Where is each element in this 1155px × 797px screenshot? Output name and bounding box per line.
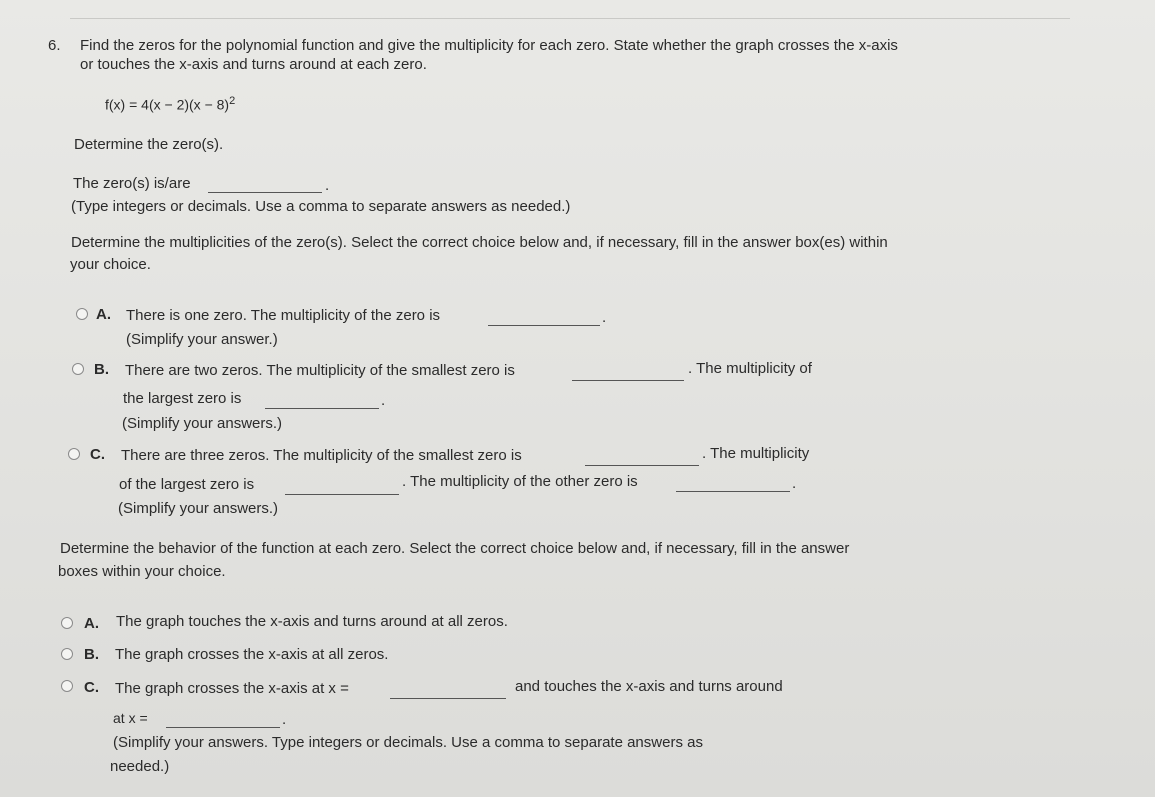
multiplicity-instructions-line2: your choice. [70,256,151,273]
multiplicity-choice-c-text1: There are three zeros. The multiplicity of the smallest zero is [121,447,522,464]
zeros-prompt: The zero(s) is/are [73,175,191,192]
behavior-choice-c-letter: C. [84,679,99,696]
behavior-choice-c-text1: The graph crosses the x-axis at x = [115,680,349,697]
multiplicity-choice-b-text3: the largest zero is [123,390,242,407]
multiplicity-choice-b-smallest-box[interactable] [572,380,684,381]
zeros-heading: Determine the zero(s). [74,136,224,153]
behavior-choice-c-period: . [282,711,287,728]
question-text-line2: or touches the x-axis and turns around at each zero. [80,56,427,73]
multiplicity-choice-c-radio[interactable] [68,448,80,460]
multiplicity-choice-a-radio[interactable] [76,308,88,320]
behavior-choice-c-crosses-box[interactable] [390,698,506,699]
zeros-period: . [325,177,330,194]
multiplicity-choice-a-period: . [602,309,607,326]
zeros-hint: (Type integers or decimals. Use a comma to separate answers as needed.) [71,198,571,215]
behavior-choice-b-radio[interactable] [61,648,73,660]
multiplicity-instructions-line1: Determine the multiplicities of the zero(s). Select the correct choice below and, if necessary, fill in the answer box(es) within [71,234,888,251]
behavior-choice-c-text3: at x = [113,710,148,726]
behavior-choice-c-touches-box[interactable] [166,727,280,728]
behavior-choice-a-radio[interactable] [61,617,73,629]
multiplicity-choice-a-answer-box[interactable] [488,325,600,326]
function-exponent: 2 [229,95,236,107]
function-expression [105,95,235,113]
behavior-choice-a-letter: A. [84,615,99,632]
behavior-instructions-line2: boxes within your choice. [58,563,226,580]
page-top-divider [70,18,1070,19]
behavior-instructions-line1: Determine the behavior of the function at each zero. Select the correct choice below and, if necessary, fill in the answer [60,540,850,557]
multiplicity-choice-c-other-box[interactable] [676,491,790,492]
multiplicity-choice-c-text3: of the largest zero is [119,476,255,493]
multiplicity-choice-b-hint: (Simplify your answers.) [122,415,283,432]
multiplicity-choice-c-smallest-box[interactable] [585,465,699,466]
behavior-choice-c-radio[interactable] [61,680,73,692]
multiplicity-choice-c-period: . [792,475,797,492]
multiplicity-choice-b-radio[interactable] [72,363,84,375]
multiplicity-choice-b-letter: B. [94,361,109,378]
behavior-choice-c-hint-line1: (Simplify your answers. Type integers or decimals. Use a comma to separate answers as [113,734,703,751]
multiplicity-choice-a-text: There is one zero. The multiplicity of the zero is [126,307,441,324]
question-text-line1: Find the zeros for the polynomial function and give the multiplicity for each zero. State whether the graph crosses the x-axis [80,37,898,54]
multiplicity-choice-c-text2: . The multiplicity [702,445,810,462]
multiplicity-choice-b-largest-box[interactable] [265,408,379,409]
behavior-choice-c-hint-line2: needed.) [110,758,170,775]
function-base: f(x) = 4(x − 2)(x − 8) [105,96,230,113]
multiplicity-choice-c-letter: C. [90,446,105,463]
multiplicity-choice-c-hint: (Simplify your answers.) [118,500,279,517]
behavior-choice-b-text: The graph crosses the x-axis at all zeros. [115,646,389,663]
multiplicity-choice-a-hint: (Simplify your answer.) [126,331,278,348]
behavior-choice-b-letter: B. [84,646,99,663]
zeros-answer-box[interactable] [208,192,322,193]
behavior-choice-a-text: The graph touches the x-axis and turns around at all zeros. [116,613,508,630]
multiplicity-choice-c-text4: . The multiplicity of the other zero is [402,473,638,490]
behavior-choice-c-text2: and touches the x-axis and turns around [515,678,783,695]
multiplicity-choice-c-largest-box[interactable] [285,494,399,495]
question-number: 6. [48,37,61,54]
multiplicity-choice-a-letter: A. [96,306,111,323]
multiplicity-choice-b-period: . [381,392,386,409]
multiplicity-choice-b-text1: There are two zeros. The multiplicity of the smallest zero is [125,362,515,379]
multiplicity-choice-b-text2: . The multiplicity of [688,360,812,377]
